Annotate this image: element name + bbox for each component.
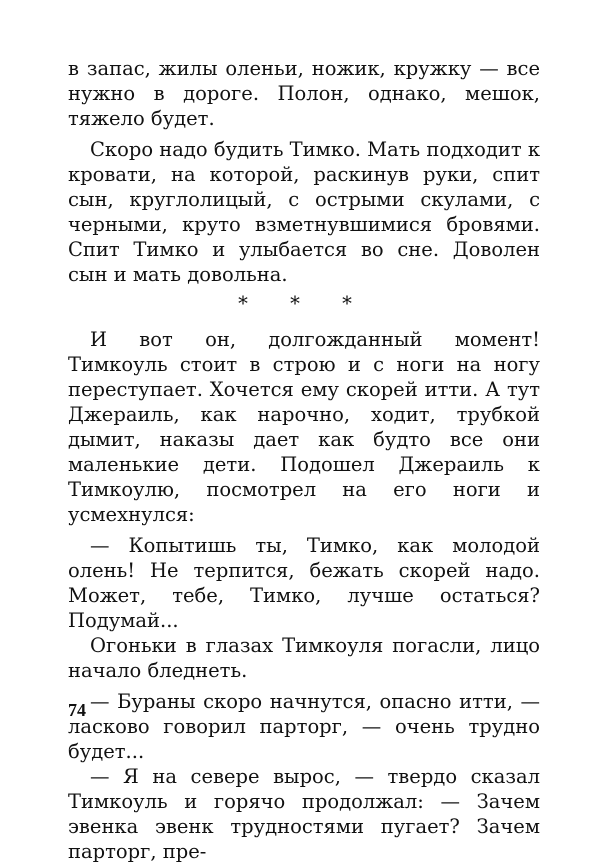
paragraph-3: И вот он, долгожданный момент! Тимкоуль стоит в строю и с ноги на ногу переступает. Хочется ему скорей итти. А тут Джераиль, как нарочно, ходит, трубкой дымит, наказы дает как будто все они маленькие дети. Подошел Джераиль к Тимкоулю, посмотрел на его ноги и усмехнулся: [68, 328, 540, 526]
page-number: 74 [68, 700, 86, 720]
paragraph-1: в запас, жилы оленьи, ножик, кружку — все нужно в дороге. Полон, однако, мешок, тяжело будет. [68, 57, 540, 130]
paragraph-6: — Бураны скоро начнутся, опасно итти, — ласково говорил парторг, — очень трудно будет... [68, 690, 540, 763]
book-page-text [68, 56, 540, 864]
paragraph-5: Огоньки в глазах Тимкоуля погасли, лицо начало бледнеть. [68, 634, 540, 682]
paragraph-2: Скоро надо будить Тимко. Мать подходит к кровати, на которой, раскинув руки, спит сын, круглолицый, с острыми скулами, с черными, круто взметнувшимися бровями. Спит Тимко и улыбается во сне. Доволен сын и мать довольна. [68, 138, 541, 286]
paragraph-7: — Я на севере вырос, — твердо сказал Тимкоуль и горячо продолжал: — Зачем эвенка эвенк трудностями пугает? Зачем парторг, пре- [68, 765, 540, 863]
section-separator: * * * [238, 292, 370, 315]
paragraph-4: — Копытишь ты, Тимко, как молодой олень! Не терпится, бежать скорей надо. Может, тебе, Тимко, лучше остаться? Подумай... [68, 534, 540, 632]
